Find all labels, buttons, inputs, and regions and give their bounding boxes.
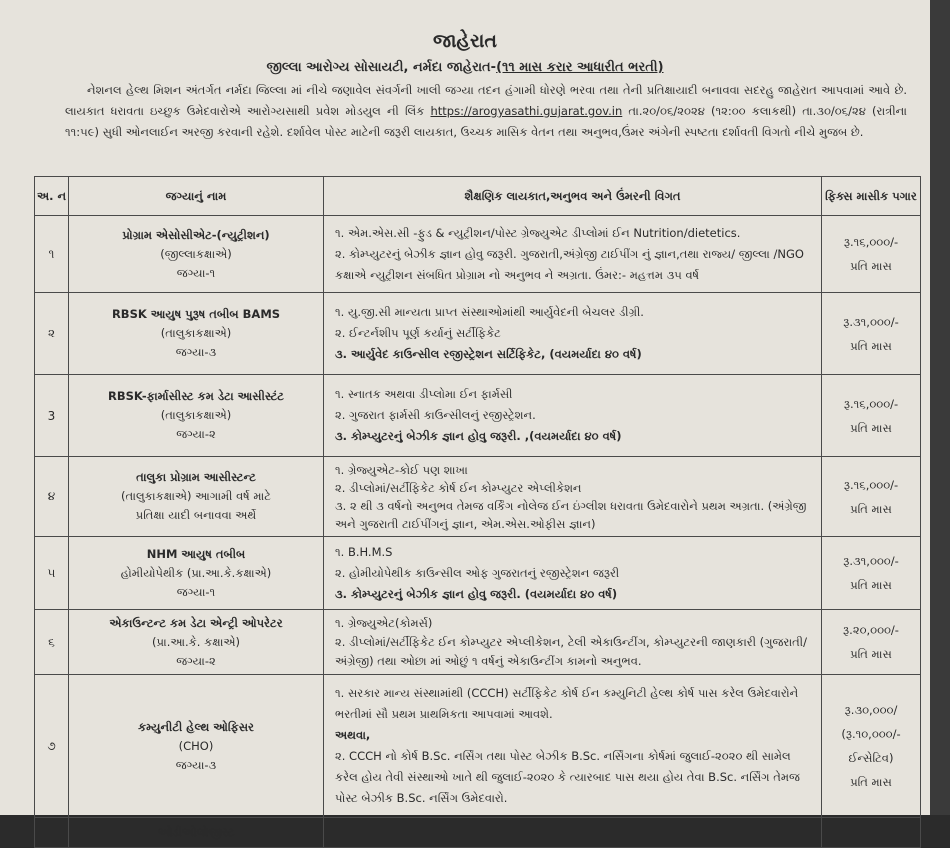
intro-part2: તા.૨૦/૦૬/૨૦૨૪ (૧૨:૦૦ કલાકથી) તા.૩૦/૦૬/૨૪ (રાત્રીના ૧૧:૫૯) સુધી ઓનલાઈન અરજી કરવાની રહેશે. દર્શાવેલ પોસ્ટ માટેની જરૂરી લાયકાત, ઉચ્ચક માસિક વેતન તથા અનુભવ,ઉંમર અંગેની સ્પષ્ટતા દર્શાવતી વિગતો નીચે મુજબ છે. bbox=[65, 104, 907, 139]
pay-cell bbox=[822, 293, 921, 375]
qualification-item: ૨. ગુજરાત ફાર્મસી કાઉન્સીલનું રજીસ્ટ્રેશન. bbox=[335, 408, 536, 422]
pay-unit: પ્રતિ માસ bbox=[850, 420, 892, 435]
post-name: NHM આયુષ તબીબ bbox=[146, 546, 246, 561]
qualification-cell bbox=[324, 457, 822, 537]
qualification-item: ૨. ઈન્ટર્નશીપ પૂર્ણ કર્યાનું સર્ટીફિકેટ bbox=[335, 326, 501, 340]
row-number: ૬ bbox=[35, 610, 69, 675]
post-name: કમ્યુનીટી હેલ્થ ઓફિસર bbox=[137, 719, 254, 734]
table-row bbox=[35, 375, 921, 457]
qualification-item: ૧. ગ્રેજ્યુએટ-કોઈ પણ શાખા bbox=[335, 462, 468, 477]
qualification-item: ૩. આર્યુવેદ કાઉન્સીલ રજીસ્ટ્રેશન સર્ટિફિકેટ, (વયમર્યાદા ૪૦ વર્ષ) bbox=[335, 347, 642, 361]
recruitment-table bbox=[34, 176, 921, 848]
qualification-cell bbox=[324, 216, 822, 293]
header-pay: ફિક્સ માસીક પગાર bbox=[822, 177, 921, 216]
pay-cell bbox=[822, 675, 921, 818]
pay-amount: રૂ.૩૦,૦૦૦/ bbox=[844, 703, 898, 717]
pay-cell bbox=[822, 610, 921, 675]
post-cell bbox=[69, 610, 324, 675]
row-number: ૭ bbox=[35, 675, 69, 818]
post-cell bbox=[69, 675, 324, 818]
qualification-cell bbox=[324, 375, 822, 457]
intro-paragraph bbox=[65, 80, 907, 143]
table-header-row bbox=[35, 177, 921, 216]
post-cell bbox=[69, 457, 324, 537]
row-number bbox=[35, 818, 69, 848]
qualification-item: અથવા, bbox=[335, 728, 371, 742]
qualification-item: ૧. સરકાર માન્ય સંસ્થામાંથી (CCCH) સર્ટીફિકેટ કોર્ષ ઈન કમ્યુનિટી હેલ્થ કોર્ષ પાસ કરેલ ઉમેદવારોને ભરતીમાં સૌ પ્રથમ પ્રાથમિકતા આપવામાં આવશે. bbox=[335, 686, 799, 721]
qualification-item: ૩. કોમ્પ્યુટરનું બેઝીક જ્ઞાન હોવુ જરૂરી. ,(વયમર્યાદા ૪૦ વર્ષ) bbox=[335, 429, 622, 443]
scan-edge bbox=[930, 0, 950, 815]
pay-amount: રૂ.૧૬,૦૦૦/- bbox=[843, 396, 899, 411]
qualification-cell bbox=[324, 675, 822, 818]
post-level: (તાલુકાકક્ષાએ) bbox=[160, 326, 232, 340]
table-row bbox=[35, 457, 921, 537]
pay-cell bbox=[822, 375, 921, 457]
pay-amount: રૂ.૨૦,૦૦૦/- bbox=[843, 623, 899, 637]
qualification-item: ૧. B.H.M.S bbox=[335, 544, 393, 559]
arogyasathi-link[interactable]: https://arogyasathi.gujarat.gov.in bbox=[430, 104, 623, 118]
pay-amount: રૂ.૧૬,૦૦૦/- bbox=[843, 477, 899, 492]
header-post-name: જગ્યાનું નામ bbox=[69, 177, 324, 216]
qualification-item: ૨. CCCH નો કોર્ષ B.Sc. નર્સિંગ તથા પોસ્ટ બેઝીક B.Sc. નર્સિંગના કોર્ષમાં જુલાઈ-૨૦૨૦ થી સામેલ કરેલ હોય તેવી સંસ્થાઓ ખાતે થી જુલાઈ-૨૦૨૦ કે ત્યારબાદ પાસ થયા હોય તેવા B.Sc. નર્સિંગ તેમજ પોસ્ટ બેઝીક B.Sc. નર્સિંગ ઉમેદવારો. bbox=[335, 749, 800, 805]
pay-unit: પ્રતિ માસ bbox=[850, 338, 892, 353]
post-count: જગ્યા-૨ bbox=[176, 427, 216, 441]
pay-unit: પ્રતિ માસ bbox=[850, 578, 892, 592]
qualification-item: ૧. યુ.જી.સી માન્યતા પ્રાપ્ત સંસ્થાઓમાંથી આર્યુવેદની બેચલર ડીગ્રી. bbox=[335, 305, 644, 319]
post-level: (તાલુકાકક્ષાએ) આગામી વર્ષ માટે bbox=[121, 489, 271, 503]
post-level: (CHO) bbox=[178, 738, 214, 753]
qualification-item: ૧. સ્નાતક અથવા ડીપ્લોમા ઈન ફાર્મસી bbox=[335, 387, 513, 401]
post-count: જગ્યા-૧ bbox=[176, 265, 216, 280]
qualification-item: ૨. ડીપ્લોમાં/સર્ટીફિકેટ કોર્ષ ઈન કોમ્પ્યુટર એપ્લીકેશન bbox=[335, 480, 582, 495]
pay-cell bbox=[822, 537, 921, 610]
post-cell bbox=[69, 818, 324, 848]
notice-title: જાહેરાત bbox=[432, 30, 498, 52]
post-cell bbox=[69, 293, 324, 375]
row-number: ૧ bbox=[35, 216, 69, 293]
header-number: અ. ન bbox=[35, 177, 69, 216]
post-count: જગ્યા-૧ bbox=[176, 584, 216, 599]
qualification-item: ૧. એમ.એસ.સી -ફુડ & ન્યુટ્રીશન/પોસ્ટ ગ્રેજ્યુએટ ડીપ્લોમાં ઈન Nutrition/dietetics. bbox=[335, 225, 741, 240]
post-level: હોમીયોપેથીક (પ્રા.આ.કે.કક્ષાએ) bbox=[120, 565, 272, 580]
qualification-item: ૩. ૨ થી ૩ વર્ષનો અનુભવ તેમજ વર્કિંગ નોલેજ ઈન ઇંગ્લીશ ધરાવતા ઉમેદવારોને પ્રથમ અગ્રતા. (અંગ્રેજી અને ગુજરાતી ટાઈપીંગનું જ્ઞાન, એમ.એસ.ઓફીસ જ્ઞાન) bbox=[335, 498, 807, 531]
table-row bbox=[35, 216, 921, 293]
pay-amount: રૂ.૧૬,૦૦૦/- bbox=[843, 235, 899, 249]
qualification-cell bbox=[324, 818, 822, 848]
post-level: (પ્રા.આ.કે. કક્ષાએ) bbox=[151, 634, 241, 649]
post-cell bbox=[69, 537, 324, 610]
post-level: (જીલ્લાકક્ષાએ) bbox=[160, 246, 232, 261]
post-count: જગ્યા-૩ bbox=[175, 345, 217, 359]
pay-incentive: (રૂ.૧૦,૦૦૦/- ઈન્સેટિવ) bbox=[841, 727, 901, 765]
pay-unit: પ્રતિ માસ bbox=[850, 647, 892, 661]
post-cell bbox=[69, 216, 324, 293]
pay-unit: પ્રતિ માસ bbox=[850, 501, 892, 516]
intro-part1: નેશનલ હેલ્થ મિશન અંતર્ગત નર્મદા જિલ્લા માં નીચે જણાવેલ સંવર્ગની ખાલી જગ્યા તદન હંગામી ધોરણે ભરવા તથા તેની પ્રતિક્ષાયાદી બનાવવા સદરહુ જાહેરાત આપવામાં આવે છે. લાયકાત ધરાવતા ઇચ્છુક ઉમેદવારોએ આરોગ્યસાથી પ્રવેશ મોડયુલ ની લિંક bbox=[65, 83, 907, 118]
pay-amount: રૂ.૩૧,૦૦૦/- bbox=[843, 554, 899, 568]
qualification-cell bbox=[324, 293, 822, 375]
subtitle-underlined: (૧૧ માસ કરાર આધારીત ભરતી) bbox=[496, 60, 664, 75]
pay-cell bbox=[822, 457, 921, 537]
qualification-cell bbox=[324, 537, 822, 610]
pay-amount: રૂ.૩૧,૦૦૦/- bbox=[843, 314, 899, 329]
qualification-item: ૩. કોમ્પ્યુટરનું બેઝીક જ્ઞાન હોવુ જરૂરી. (વયમર્યાદા ૪૦ વર્ષ) bbox=[335, 586, 618, 601]
pay-cell bbox=[822, 818, 921, 848]
qualification-item: ૨. ડીપ્લોમાં/સર્ટીફિકેટ ઈન કોમ્પ્યુટર એપ્લીકેશન, ટેલી એકાઉન્ટીંગ, કોમ્પ્યુટરની જાણકારી (ગુજરાતી/અંગ્રેજી) તથા ઓછા માં ઓછું ૧ વર્ષનું એકાઉન્ટીંગ કામનો અનુભવ. bbox=[335, 634, 807, 668]
header-qualification: શૈક્ષણિક લાયકાત,અનુભવ અને ઉંમરની વિગત bbox=[324, 177, 822, 216]
table-row bbox=[35, 293, 921, 375]
post-count: જગ્યા-૩ bbox=[175, 757, 217, 772]
post-count: જગ્યા-૨ bbox=[176, 653, 216, 668]
qualification-item: ૨. હોમીયોપેથીક કાઉન્સીલ ઓફ ગુજરાતનું રજીસ્ટ્રેશન જરૂરી bbox=[335, 565, 620, 580]
row-number: ૫ bbox=[35, 537, 69, 610]
table-row bbox=[35, 537, 921, 610]
post-name: RBSK-ફાર્માસીસ્ટ કમ ડેટા આસીસ્ટંટ bbox=[108, 389, 284, 403]
post-name: તાલુકા પ્રોગ્રામ આસીસ્ટન્ટ bbox=[136, 470, 256, 484]
qualification-item: ૧. ગ્રેજ્યુએટ(કોમર્સ) bbox=[335, 615, 433, 630]
post-name: ઓડીઓલોજીસ્ટ bbox=[157, 825, 235, 839]
post-name: એકાઉન્ટન્ટ કમ ડેટા એન્ટ્રી ઓપરેટર bbox=[109, 615, 283, 630]
qualification-cell bbox=[324, 610, 822, 675]
table-row bbox=[35, 610, 921, 675]
table-row bbox=[35, 818, 921, 848]
post-cell bbox=[69, 375, 324, 457]
row-number: ૪ bbox=[35, 457, 69, 537]
notice-subtitle bbox=[0, 60, 930, 75]
table-row bbox=[35, 675, 921, 818]
post-level: (તાલુકાકક્ષાએ) bbox=[160, 408, 232, 422]
qualification-item: ૨. કોમ્પ્યુટરનું બેઝીક જ્ઞાન હોવુ જરૂરી. ગુજરાતી,અંગ્રેજી ટાઈપીંગ નું જ્ઞાન,તથા રાજ્ય/ જીલ્લા /NGO કક્ષાએ ન્યુટ્રીશન સંબધિત પ્રોગ્રામ નો અનુભવ ને અગ્રતા. ઉંમર:- મહત્તમ ૩૫ વર્ષ bbox=[335, 246, 804, 282]
pay-unit: પ્રતિ માસ bbox=[850, 259, 892, 273]
post-count: પ્રતિક્ષા યાદી બનાવવા અર્થે bbox=[135, 508, 257, 522]
pay-unit: પ્રતિ માસ bbox=[850, 775, 892, 789]
post-name: RBSK આયુષ પુરૂષ તબીબ BAMS bbox=[111, 307, 281, 321]
row-number: 3 bbox=[35, 375, 69, 457]
post-name: પ્રોગ્રામ એસોસીએટ-(ન્યુટ્રીશન) bbox=[122, 227, 270, 242]
row-number: ૨ bbox=[35, 293, 69, 375]
pay-cell bbox=[822, 216, 921, 293]
subtitle-text: જીલ્લા આરોગ્ય સોસાયટી, નર્મદા જાહેરાત- bbox=[266, 60, 497, 75]
